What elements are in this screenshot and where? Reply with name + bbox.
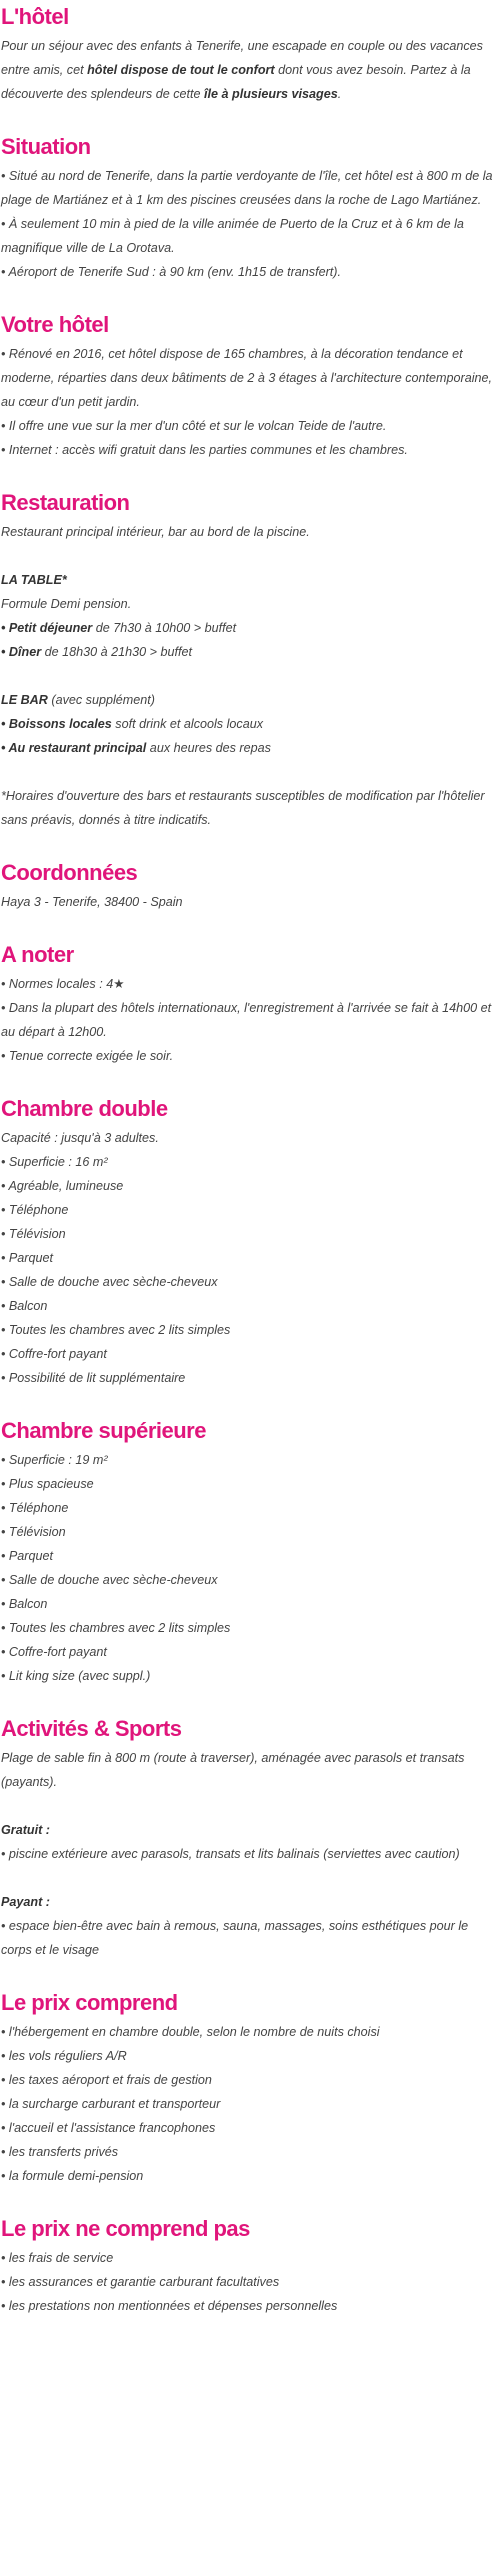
- list-item: • Lit king size (avec suppl.): [1, 1669, 151, 1683]
- section-title-situation: Situation: [1, 134, 91, 159]
- section-title-coordonnees: Coordonnées: [1, 860, 138, 885]
- bar-item-detail: soft drink et alcools locaux: [111, 717, 264, 731]
- section-title-votre-hotel: Votre hôtel: [1, 312, 109, 337]
- paid-heading-label: Payant :: [1, 1895, 50, 1909]
- list-item: • les taxes aéroport et frais de gestion: [1, 2073, 212, 2087]
- section-title-chambre-double: Chambre double: [1, 1096, 168, 1121]
- votre-hotel-list: [1, 342, 498, 462]
- list-item: • Tenue correcte exigée le soir.: [1, 1049, 174, 1063]
- list-item: • Internet : accès wifi gratuit dans les parties communes et les chambres.: [1, 443, 408, 457]
- table-heading-label: LA TABLE*: [1, 573, 67, 587]
- hotel-intro-paragraph: [1, 34, 498, 106]
- list-item: • Dans la plupart des hôtels internationaux, l'enregistrement à l'arrivée se fait à 14h00 et au départ à 12h00.: [1, 1001, 492, 1039]
- coordonnees-content: [1, 890, 498, 914]
- table-formula: Formule Demi pension.: [1, 597, 132, 611]
- activites-intro: Plage de sable fin à 800 m (route à traverser), aménagée avec parasols et transats (payants).: [1, 1751, 465, 1789]
- bar-item-label: • Boissons locales: [1, 717, 112, 731]
- chambre-double-list: [1, 1126, 498, 1390]
- list-item: • Superficie : 16 m²: [1, 1155, 108, 1169]
- bar-heading-suffix: (avec supplément): [47, 693, 155, 707]
- meal-hours: de 7h30 à 10h00 > buffet: [92, 621, 237, 635]
- section-title-restauration: Restauration: [1, 490, 130, 515]
- section-title-activites: Activités & Sports: [1, 1716, 182, 1741]
- hotel-intro-highlight: hôtel dispose de tout le confort: [87, 63, 275, 77]
- prix-ne-comprend-pas-list: [1, 2246, 498, 2318]
- prix-comprend-list: [1, 2020, 498, 2188]
- section-prix-ne-comprend-pas: [1, 2212, 498, 2318]
- hotel-intro-text: dont vous avez besoin. Partez à la découverte des splendeurs de cette: [1, 63, 471, 101]
- chambre-superieure-list: [1, 1448, 498, 1688]
- section-title-chambre-superieure: Chambre supérieure: [1, 1418, 206, 1443]
- list-item: • Balcon: [1, 1597, 48, 1611]
- address-text: Haya 3 - Tenerife, 38400 - Spain: [1, 895, 183, 909]
- list-item: [1, 640, 498, 664]
- list-item: [1, 616, 498, 640]
- restauration-footnote: *Horaires d'ouverture des bars et restaurants susceptibles de modification par l'hôtelier sans préavis, donnés à titre indicatifs.: [1, 789, 485, 827]
- list-item: • Salle de douche avec sèche-cheveux: [1, 1573, 218, 1587]
- paid-heading: [1, 1890, 498, 1914]
- list-item: • les vols réguliers A/R: [1, 2049, 127, 2063]
- list-item: • Parquet: [1, 1251, 54, 1265]
- section-hotel: [1, 0, 498, 130]
- list-item: • Toutes les chambres avec 2 lits simples: [1, 1323, 231, 1337]
- list-item: • la surcharge carburant et transporteur: [1, 2097, 221, 2111]
- list-item: • Télévision: [1, 1227, 66, 1241]
- list-item: • Il offre une vue sur la mer d'un côté et sur le volcan Teide de l'autre.: [1, 419, 387, 433]
- bar-item-label: • Au restaurant principal: [1, 741, 147, 755]
- section-situation: [1, 130, 498, 308]
- list-item: • Situé au nord de Tenerife, dans la partie verdoyante de l'île, cet hôtel est à 800 m de la plage de Martiánez et à 1 km des piscines creusées dans la roche de Lago Martiánez.: [1, 169, 493, 207]
- list-item: • l'accueil et l'assistance francophones: [1, 2121, 216, 2135]
- list-item: • À seulement 10 min à pied de la ville animée de Puerto de la Cruz et à 6 km de la magnifique ville de La Orotava.: [1, 217, 464, 255]
- list-item: • Coffre-fort payant: [1, 1347, 107, 1361]
- section-activites: [1, 1712, 498, 1986]
- list-item: • Normes locales : 4★: [1, 977, 125, 991]
- list-item: • les frais de service: [1, 2251, 114, 2265]
- hotel-intro-text: .: [337, 87, 342, 101]
- meal-hours: de 18h30 à 21h30 > buffet: [41, 645, 193, 659]
- restauration-content: [1, 520, 498, 832]
- section-coordonnees: [1, 856, 498, 938]
- section-a-noter: [1, 938, 498, 1092]
- section-restauration: [1, 486, 498, 856]
- hotel-intro-highlight: île à plusieurs visages: [204, 87, 338, 101]
- list-item: • Téléphone: [1, 1203, 69, 1217]
- section-prix-comprend: [1, 1986, 498, 2212]
- list-item: • Télévision: [1, 1525, 66, 1539]
- list-item: • Téléphone: [1, 1501, 69, 1515]
- situation-list: [1, 164, 498, 284]
- list-item: • les prestations non mentionnées et dépenses personnelles: [1, 2299, 338, 2313]
- bar-heading-label: LE BAR: [1, 693, 48, 707]
- list-item: • espace bien-être avec bain à remous, sauna, massages, soins esthétiques pour le corps et le visage: [1, 1919, 469, 1957]
- list-item: Capacité : jusqu'à 3 adultes.: [1, 1131, 159, 1145]
- section-title-prix-ne-comprend-pas: Le prix ne comprend pas: [1, 2216, 250, 2241]
- list-item: • Balcon: [1, 1299, 48, 1313]
- section-title-a-noter: A noter: [1, 942, 74, 967]
- list-item: • Superficie : 19 m²: [1, 1453, 108, 1467]
- table-heading: [1, 568, 498, 592]
- a-noter-list: [1, 972, 498, 1068]
- list-item: • Possibilité de lit supplémentaire: [1, 1371, 186, 1385]
- activites-content: [1, 1746, 498, 1962]
- list-item: • piscine extérieure avec parasols, transats et lits balinais (serviettes avec caution): [1, 1847, 460, 1861]
- meal-label: • Petit déjeuner: [1, 621, 93, 635]
- list-item: • Aéroport de Tenerife Sud : à 90 km (env. 1h15 de transfert).: [1, 265, 341, 279]
- meal-label: • Dîner: [1, 645, 42, 659]
- list-item: • l'hébergement en chambre double, selon le nombre de nuits choisi: [1, 2025, 380, 2039]
- list-item: • Rénové en 2016, cet hôtel dispose de 165 chambres, à la décoration tendance et moderne, réparties dans deux bâtiments de 2 à 3 étages à l'architecture contemporaine, au cœur d'un petit jardin.: [1, 347, 493, 409]
- free-heading: [1, 1818, 498, 1842]
- list-item: • Toutes les chambres avec 2 lits simples: [1, 1621, 231, 1635]
- section-chambre-double: [1, 1092, 498, 1414]
- list-item: • Parquet: [1, 1549, 54, 1563]
- free-heading-label: Gratuit :: [1, 1823, 50, 1837]
- list-item: [1, 712, 498, 736]
- list-item: [1, 736, 498, 760]
- section-title-hotel: L'hôtel: [1, 4, 69, 29]
- bar-heading: [1, 688, 498, 712]
- list-item: • Coffre-fort payant: [1, 1645, 107, 1659]
- restauration-intro: Restaurant principal intérieur, bar au bord de la piscine.: [1, 525, 310, 539]
- list-item: • la formule demi-pension: [1, 2169, 144, 2183]
- bar-item-detail: aux heures des repas: [146, 741, 271, 755]
- list-item: • les assurances et garantie carburant facultatives: [1, 2275, 280, 2289]
- list-item: • Agréable, lumineuse: [1, 1179, 124, 1193]
- list-item: • Salle de douche avec sèche-cheveux: [1, 1275, 218, 1289]
- list-item: • Plus spacieuse: [1, 1477, 94, 1491]
- section-votre-hotel: [1, 308, 498, 486]
- hotel-intro-text: Pour un séjour avec des enfants à Tenerife, une escapade en couple ou des vacances entre amis, cet: [1, 39, 483, 77]
- section-title-prix-comprend: Le prix comprend: [1, 1990, 178, 2015]
- section-chambre-superieure: [1, 1414, 498, 1712]
- list-item: • les transferts privés: [1, 2145, 119, 2159]
